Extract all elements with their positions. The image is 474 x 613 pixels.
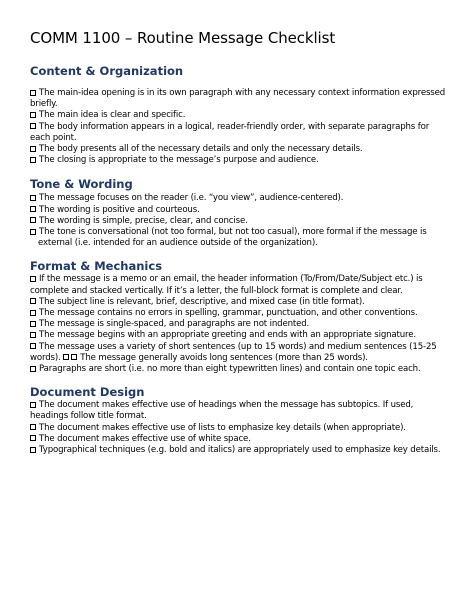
checkbox-icon[interactable] [30,112,36,118]
checklist-item-text: Typographical techniques (e.g. bold and italics) are appropriately used to emphasize key details. [39,445,441,456]
checkbox-icon[interactable] [30,146,36,152]
checkbox-icon[interactable] [30,206,36,212]
section-tone-wording [30,177,448,249]
checkbox-icon[interactable] [30,229,36,235]
checklist-item [30,227,448,249]
checklist-item [30,297,448,308]
checklist-items [30,400,448,456]
checklist-item [30,319,448,330]
checklist-item [30,216,448,227]
checklist-item-text: The wording is simple, precise, clear, and concise. [39,215,248,226]
checkbox-icon[interactable] [30,321,36,327]
section-document-design [30,385,448,456]
checklist-item-text: The message uses a variety of short sentences (up to 15 words) and medium sentences (15-25 words). [30,341,437,363]
checkbox-icon[interactable] [30,217,36,223]
checklist-item [30,308,448,319]
checklist-item [30,445,448,456]
checklist-item [30,110,448,121]
checklist-item-text: The message generally avoids long sentences (more than 25 words). [80,352,368,363]
checklist-item-text: The document makes effective use of headings when the message has subtopics. If used, headings follow title format. [30,400,414,422]
checklist-item [30,274,448,296]
checklist-page [30,28,448,456]
checklist-item [30,88,448,110]
section-heading: Tone & Wording [30,177,133,192]
checkbox-icon[interactable] [30,123,36,129]
checklist-item [30,205,448,216]
checklist-item-text: The wording is positive and courteous. [39,204,200,215]
page-title: COMM 1100 – Routine Message Checklist [30,29,336,47]
checkbox-icon[interactable] [30,332,36,338]
checklist-item-text: The message begins with an appropriate greeting and ends with an appropriate signature. [39,330,416,341]
checklist-item-text: The document makes effective use of white space. [39,433,251,444]
checklist-item-text: The message focuses on the reader (i.e. “you view”, audience-centered). [39,193,344,204]
checklist-item-text: The message is single-spaced, and paragraphs are not indented. [39,319,310,330]
checklist-items [30,193,448,249]
checklist-item-text: The body information appears in a logical, reader-friendly order, with separate paragraphs for each point. [30,121,430,143]
checklist-item [30,342,448,364]
checklist-item-text: The main idea is clear and specific. [39,110,186,121]
checklist-item [30,423,448,434]
checklist-item-text: The document makes effective use of lists to emphasize key details (when appropriate). [39,422,406,433]
checklist-item-text: The subject line is relevant, brief, descriptive, and mixed case (in title format). [39,296,365,307]
section-format-mechanics [30,259,448,375]
checkbox-icon[interactable] [30,276,36,282]
checklist-items [30,88,448,166]
checklist-item [30,400,448,422]
checkbox-icon[interactable] [30,424,36,430]
checklist-items [30,274,448,375]
checklist-item [30,122,448,144]
checklist-item-text: The main-idea opening is in its own paragraph with any necessary context information expressed briefly. [30,88,446,110]
checkbox-icon[interactable] [30,310,36,316]
checklist-item-text: The closing is appropriate to the message’s purpose and audience. [39,155,319,166]
checkbox-icon[interactable] [30,157,36,163]
section-content-organization [30,64,448,166]
checkbox-icon[interactable] [63,354,69,360]
section-heading: Format & Mechanics [30,259,163,274]
section-heading: Document Design [30,385,145,400]
checklist-item [30,193,448,204]
checkbox-icon[interactable] [30,435,36,441]
checklist-item-text: Paragraphs are short (i.e. no more than eight typewritten lines) and contain one topic each. [39,364,421,375]
checklist-item-text: The tone is conversational (not too formal, but not too casual), more formal if the message is external (i.e. intended for an audience outside of the organization). [38,227,427,249]
checklist-item [30,144,448,155]
checkbox-icon[interactable] [30,90,36,96]
checkbox-icon[interactable] [30,343,36,349]
section-heading: Content & Organization [30,64,184,78]
checklist-item [30,155,448,166]
checkbox-icon[interactable] [30,195,36,201]
checkbox-icon[interactable] [30,447,36,453]
checkbox-icon[interactable] [71,354,77,360]
checklist-item [30,364,448,375]
checklist-item [30,434,448,445]
checkbox-icon[interactable] [30,366,36,372]
checklist-item-text: The message contains no errors in spelling, grammar, punctuation, and other conventions. [39,308,418,319]
checklist-item-text: If the message is a memo or an email, the header information (To/From/Date/Subject etc.) is complete and stacked vertically. If it’s a letter, the full-block format is complete and clear. [30,274,423,296]
checkbox-icon[interactable] [30,298,36,304]
checklist-item-text: The body presents all of the necessary details and only the necessary details. [39,144,363,155]
checklist-item [30,330,448,341]
checkbox-icon[interactable] [30,402,36,408]
